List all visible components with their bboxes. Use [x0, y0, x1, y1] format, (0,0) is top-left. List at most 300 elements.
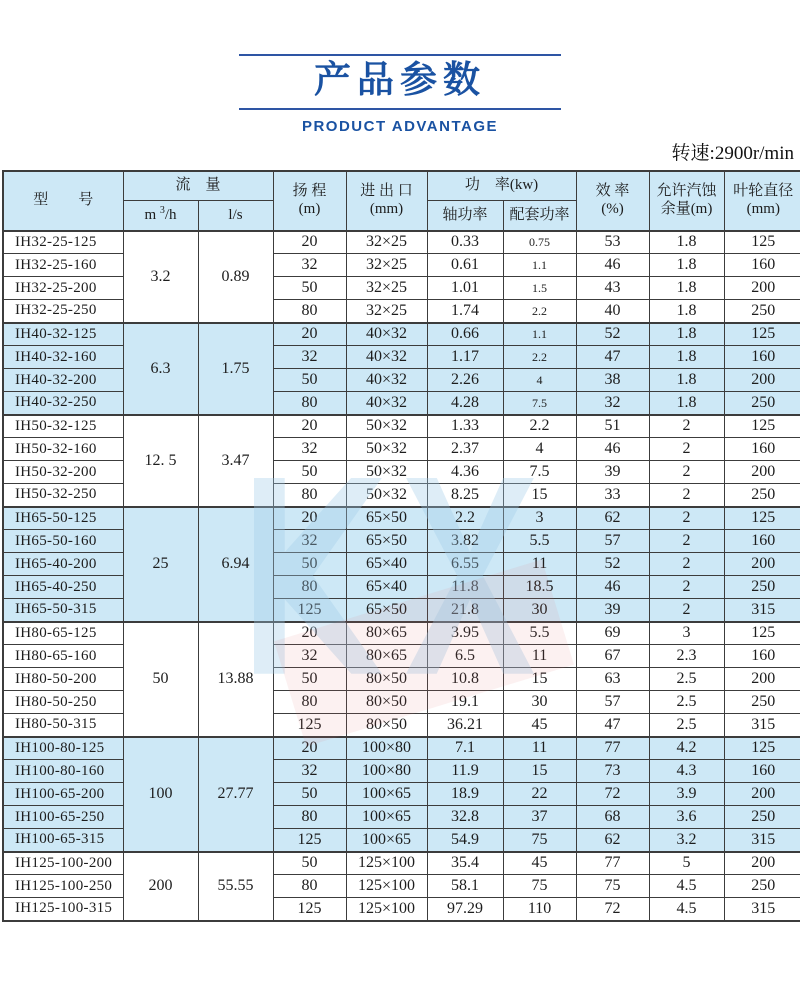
table-row: [3, 668, 800, 691]
efficiency-cell: 38: [576, 369, 649, 392]
model-cell: IH100-65-315: [3, 829, 123, 852]
table-row: [3, 346, 800, 369]
efficiency-cell: 62: [576, 507, 649, 530]
col-header-shaft-power: 轴功率: [427, 201, 503, 231]
npsh-cell: 3.2: [649, 829, 724, 852]
npsh-cell: 2: [649, 484, 724, 507]
inlet-outlet-cell: 100×80: [346, 737, 427, 760]
shaft-power-cell: 6.55: [427, 553, 503, 576]
inlet-outlet-cell: 65×50: [346, 507, 427, 530]
col-header-npsh: 允许汽蚀 余量(m): [649, 171, 724, 231]
efficiency-cell: 67: [576, 645, 649, 668]
shaft-power-cell: 2.37: [427, 438, 503, 461]
matching-power-cell: 7.5: [503, 461, 576, 484]
shaft-power-cell: 18.9: [427, 783, 503, 806]
matching-power-cell: 5.5: [503, 530, 576, 553]
model-cell: IH100-65-250: [3, 806, 123, 829]
efficiency-cell: 39: [576, 461, 649, 484]
npsh-cell: 2: [649, 599, 724, 622]
model-cell: IH80-50-315: [3, 714, 123, 737]
table-row: [3, 760, 800, 783]
head-cell: 125: [273, 714, 346, 737]
inlet-outlet-cell: 40×32: [346, 369, 427, 392]
matching-power-cell-value: 7.5: [532, 395, 548, 410]
matching-power-cell-value: 2.2: [532, 350, 548, 365]
matching-power-cell: 110: [503, 898, 576, 921]
matching-power-cell: 37: [503, 806, 576, 829]
head-cell: 80: [273, 576, 346, 599]
matching-power-cell: [503, 392, 576, 415]
speed-note: 转速:2900r/min: [671, 142, 794, 164]
shaft-power-cell: 36.21: [427, 714, 503, 737]
efficiency-cell: 47: [576, 714, 649, 737]
table-row: [3, 392, 800, 415]
head-cell: 50: [273, 668, 346, 691]
model-cell: IH65-50-125: [3, 507, 123, 530]
impeller-cell: 250: [724, 875, 800, 898]
npsh-cell: 4.5: [649, 875, 724, 898]
inlet-outlet-cell: 40×32: [346, 346, 427, 369]
head-cell: 32: [273, 645, 346, 668]
table-row: [3, 875, 800, 898]
page: [0, 54, 800, 922]
table-row: [3, 231, 800, 254]
efficiency-cell: 72: [576, 783, 649, 806]
shaft-power-cell: 3.95: [427, 622, 503, 645]
inlet-outlet-cell: 32×25: [346, 254, 427, 277]
shaft-power-cell: 2.26: [427, 369, 503, 392]
matching-power-cell: [503, 277, 576, 300]
matching-power-cell: [503, 369, 576, 392]
inlet-outlet-cell: 50×32: [346, 484, 427, 507]
efficiency-cell: 52: [576, 323, 649, 346]
head-cell: 20: [273, 507, 346, 530]
col-header-inlet-outlet: 进 出 口 (mm): [346, 171, 427, 231]
impeller-cell: 315: [724, 599, 800, 622]
inlet-outlet-cell: 40×32: [346, 392, 427, 415]
impeller-cell: 315: [724, 829, 800, 852]
col-header-flow-m3h: m $^3$/h: [123, 201, 198, 231]
impeller-cell: 160: [724, 530, 800, 553]
inlet-outlet-cell: 32×25: [346, 300, 427, 323]
inlet-outlet-cell: 80×65: [346, 645, 427, 668]
inlet-outlet-cell: 100×65: [346, 806, 427, 829]
matching-power-cell: 30: [503, 691, 576, 714]
impeller-cell: 125: [724, 323, 800, 346]
impeller-cell: 250: [724, 392, 800, 415]
model-cell: IH50-32-200: [3, 461, 123, 484]
impeller-cell: 200: [724, 277, 800, 300]
table-row: [3, 277, 800, 300]
col-header-flow-ls: l/s: [198, 201, 273, 231]
npsh-cell: 5: [649, 852, 724, 875]
impeller-cell: 200: [724, 852, 800, 875]
efficiency-cell: 46: [576, 576, 649, 599]
model-cell: IH125-100-250: [3, 875, 123, 898]
head-cell: 80: [273, 691, 346, 714]
head-cell: 20: [273, 323, 346, 346]
flow-ls-cell: 0.89: [198, 231, 273, 323]
table-row: [3, 369, 800, 392]
shaft-power-cell: 0.33: [427, 231, 503, 254]
impeller-cell: 200: [724, 461, 800, 484]
head-cell: 50: [273, 461, 346, 484]
matching-power-cell: 30: [503, 599, 576, 622]
model-cell: IH100-80-160: [3, 760, 123, 783]
head-cell: 50: [273, 852, 346, 875]
model-cell: IH32-25-160: [3, 254, 123, 277]
npsh-cell: 4.5: [649, 898, 724, 921]
efficiency-cell: 77: [576, 737, 649, 760]
impeller-cell: 200: [724, 369, 800, 392]
table-row: [3, 829, 800, 852]
efficiency-cell: 69: [576, 622, 649, 645]
model-cell: IH100-80-125: [3, 737, 123, 760]
model-cell: IH80-50-200: [3, 668, 123, 691]
shaft-power-cell: 4.36: [427, 461, 503, 484]
flow-ls-cell: 27.77: [198, 737, 273, 852]
inlet-outlet-cell: 80×50: [346, 668, 427, 691]
matching-power-cell: 3: [503, 507, 576, 530]
matching-power-cell: 11: [503, 553, 576, 576]
model-cell: IH50-32-160: [3, 438, 123, 461]
shaft-power-cell: 0.61: [427, 254, 503, 277]
matching-power-cell-value: 1.1: [532, 327, 548, 342]
table-row: [3, 806, 800, 829]
shaft-power-cell: 2.2: [427, 507, 503, 530]
flow-m3h-cell: 50: [123, 622, 198, 737]
inlet-outlet-cell: 50×32: [346, 438, 427, 461]
model-cell: IH80-50-250: [3, 691, 123, 714]
shaft-power-cell: 11.8: [427, 576, 503, 599]
impeller-cell: 250: [724, 806, 800, 829]
impeller-cell: 160: [724, 760, 800, 783]
impeller-cell: 250: [724, 576, 800, 599]
model-cell: IH100-65-200: [3, 783, 123, 806]
matching-power-cell: 15: [503, 484, 576, 507]
npsh-cell: 2: [649, 461, 724, 484]
table-row: [3, 300, 800, 323]
impeller-cell: 315: [724, 714, 800, 737]
head-cell: 50: [273, 553, 346, 576]
flow-m3h-cell: 6.3: [123, 323, 198, 415]
inlet-outlet-cell: 65×40: [346, 576, 427, 599]
impeller-cell: 160: [724, 346, 800, 369]
efficiency-cell: 75: [576, 875, 649, 898]
head-cell: 80: [273, 875, 346, 898]
npsh-cell: 1.8: [649, 392, 724, 415]
flow-m3h-cell: 3.2: [123, 231, 198, 323]
head-cell: 50: [273, 277, 346, 300]
head-cell: 32: [273, 346, 346, 369]
impeller-cell: 250: [724, 691, 800, 714]
model-cell: IH80-65-160: [3, 645, 123, 668]
head-cell: 20: [273, 622, 346, 645]
model-cell: IH80-65-125: [3, 622, 123, 645]
model-cell: IH65-40-250: [3, 576, 123, 599]
model-cell: IH65-50-160: [3, 530, 123, 553]
impeller-cell: 315: [724, 898, 800, 921]
shaft-power-cell: 1.17: [427, 346, 503, 369]
impeller-cell: 160: [724, 254, 800, 277]
npsh-cell: 3: [649, 622, 724, 645]
matching-power-cell: 2.2: [503, 415, 576, 438]
table-row: [3, 323, 800, 346]
shaft-power-cell: 11.9: [427, 760, 503, 783]
head-cell: 20: [273, 231, 346, 254]
inlet-outlet-cell: 65×50: [346, 530, 427, 553]
efficiency-cell: 62: [576, 829, 649, 852]
flow-ls-cell: 1.75: [198, 323, 273, 415]
table-row: [3, 622, 800, 645]
npsh-cell: 3.9: [649, 783, 724, 806]
npsh-cell: 2.5: [649, 668, 724, 691]
head-cell: 125: [273, 898, 346, 921]
inlet-outlet-cell: 125×100: [346, 852, 427, 875]
shaft-power-cell: 19.1: [427, 691, 503, 714]
efficiency-cell: 40: [576, 300, 649, 323]
col-header-power: 功 率(kw): [427, 171, 576, 201]
npsh-cell: 4.3: [649, 760, 724, 783]
col-header-efficiency: 效 率 (%): [576, 171, 649, 231]
shaft-power-cell: 1.74: [427, 300, 503, 323]
inlet-outlet-cell: 40×32: [346, 323, 427, 346]
model-cell: IH32-25-200: [3, 277, 123, 300]
inlet-outlet-cell: 65×50: [346, 599, 427, 622]
table-row: [3, 484, 800, 507]
matching-power-cell: 45: [503, 714, 576, 737]
shaft-power-cell: 35.4: [427, 852, 503, 875]
impeller-cell: 125: [724, 507, 800, 530]
shaft-power-cell: 58.1: [427, 875, 503, 898]
npsh-cell: 3.6: [649, 806, 724, 829]
table-row: [3, 553, 800, 576]
matching-power-cell: [503, 231, 576, 254]
inlet-outlet-cell: 80×50: [346, 691, 427, 714]
efficiency-cell: 33: [576, 484, 649, 507]
matching-power-cell: 75: [503, 875, 576, 898]
head-cell: 20: [273, 415, 346, 438]
matching-power-cell: 15: [503, 760, 576, 783]
efficiency-cell: 43: [576, 277, 649, 300]
spec-table: [2, 170, 800, 922]
efficiency-cell: 68: [576, 806, 649, 829]
table-row: [3, 783, 800, 806]
spec-table-wrap: [2, 170, 798, 922]
head-cell: 80: [273, 806, 346, 829]
table-row: [3, 530, 800, 553]
model-cell: IH40-32-200: [3, 369, 123, 392]
table-row: [3, 576, 800, 599]
head-cell: 80: [273, 300, 346, 323]
shaft-power-cell: 32.8: [427, 806, 503, 829]
inlet-outlet-cell: 65×40: [346, 553, 427, 576]
head-cell: 50: [273, 369, 346, 392]
model-cell: IH50-32-125: [3, 415, 123, 438]
head-cell: 80: [273, 484, 346, 507]
npsh-cell: 1.8: [649, 231, 724, 254]
table-row: [3, 415, 800, 438]
impeller-cell: 250: [724, 300, 800, 323]
table-row: [3, 852, 800, 875]
shaft-power-cell: 0.66: [427, 323, 503, 346]
npsh-cell: 2: [649, 530, 724, 553]
shaft-power-cell: 4.28: [427, 392, 503, 415]
table-row: [3, 691, 800, 714]
efficiency-cell: 46: [576, 438, 649, 461]
head-cell: 50: [273, 783, 346, 806]
head-cell: 32: [273, 438, 346, 461]
impeller-cell: 160: [724, 438, 800, 461]
shaft-power-cell: 1.33: [427, 415, 503, 438]
matching-power-cell: 15: [503, 668, 576, 691]
col-header-model: 型 号: [3, 171, 123, 231]
inlet-outlet-cell: 50×32: [346, 415, 427, 438]
table-row: [3, 507, 800, 530]
impeller-cell: 200: [724, 553, 800, 576]
section-title-block: [239, 54, 561, 135]
impeller-cell: 125: [724, 415, 800, 438]
matching-power-cell: 18.5: [503, 576, 576, 599]
model-cell: IH40-32-160: [3, 346, 123, 369]
inlet-outlet-cell: 125×100: [346, 875, 427, 898]
col-header-head: 扬 程 (m): [273, 171, 346, 231]
head-cell: 125: [273, 829, 346, 852]
inlet-outlet-cell: 100×65: [346, 783, 427, 806]
matching-power-cell: 75: [503, 829, 576, 852]
flow-ls-cell: 3.47: [198, 415, 273, 507]
efficiency-cell: 51: [576, 415, 649, 438]
shaft-power-cell: 8.25: [427, 484, 503, 507]
shaft-power-cell: 97.29: [427, 898, 503, 921]
npsh-cell: 2: [649, 438, 724, 461]
table-row: [3, 254, 800, 277]
efficiency-cell: 39: [576, 599, 649, 622]
matching-power-cell-value: 0.75: [529, 235, 551, 250]
model-cell: IH65-50-315: [3, 599, 123, 622]
matching-power-cell: 4: [503, 438, 576, 461]
head-cell: 32: [273, 254, 346, 277]
npsh-cell: 2.3: [649, 645, 724, 668]
inlet-outlet-cell: 100×80: [346, 760, 427, 783]
inlet-outlet-cell: 80×65: [346, 622, 427, 645]
impeller-cell: 160: [724, 645, 800, 668]
npsh-cell: 2: [649, 576, 724, 599]
efficiency-cell: 47: [576, 346, 649, 369]
flow-m3h-cell: 25: [123, 507, 198, 622]
flow-ls-cell: 13.88: [198, 622, 273, 737]
model-cell: IH50-32-250: [3, 484, 123, 507]
table-row: [3, 599, 800, 622]
shaft-power-cell: 54.9: [427, 829, 503, 852]
inlet-outlet-cell: 32×25: [346, 277, 427, 300]
flow-m3h-cell: 200: [123, 852, 198, 921]
npsh-cell: 2.5: [649, 714, 724, 737]
matching-power-cell: [503, 323, 576, 346]
matching-power-cell-value: 4: [536, 373, 543, 388]
efficiency-cell: 57: [576, 691, 649, 714]
page-subtitle: PRODUCT ADVANTAGE: [301, 117, 499, 135]
head-cell: 80: [273, 392, 346, 415]
npsh-cell: 1.8: [649, 346, 724, 369]
impeller-cell: 200: [724, 783, 800, 806]
inlet-outlet-cell: 100×65: [346, 829, 427, 852]
npsh-cell: 1.8: [649, 300, 724, 323]
inlet-outlet-cell: 50×32: [346, 461, 427, 484]
efficiency-cell: 77: [576, 852, 649, 875]
impeller-cell: 125: [724, 622, 800, 645]
matching-power-cell-value: 2.2: [532, 303, 548, 318]
head-cell: 32: [273, 760, 346, 783]
spec-table-header: [3, 171, 800, 231]
shaft-power-cell: 7.1: [427, 737, 503, 760]
head-cell: 125: [273, 599, 346, 622]
table-row: [3, 898, 800, 921]
shaft-power-cell: 10.8: [427, 668, 503, 691]
npsh-cell: 1.8: [649, 254, 724, 277]
model-cell: IH125-100-315: [3, 898, 123, 921]
efficiency-cell: 32: [576, 392, 649, 415]
shaft-power-cell: 6.5: [427, 645, 503, 668]
matching-power-cell-value: 1.5: [532, 281, 548, 296]
matching-power-cell: 11: [503, 737, 576, 760]
flow-m3h-cell: 12. 5: [123, 415, 198, 507]
table-row: [3, 737, 800, 760]
table-row: [3, 645, 800, 668]
model-cell: IH32-25-125: [3, 231, 123, 254]
col-header-matching-power: 配套功率: [503, 201, 576, 231]
efficiency-cell: 52: [576, 553, 649, 576]
npsh-cell: 2: [649, 415, 724, 438]
npsh-cell: 2: [649, 553, 724, 576]
table-row: [3, 438, 800, 461]
efficiency-cell: 72: [576, 898, 649, 921]
npsh-cell: 1.8: [649, 277, 724, 300]
model-cell: IH40-32-125: [3, 323, 123, 346]
inlet-outlet-cell: 32×25: [346, 231, 427, 254]
matching-power-cell: [503, 346, 576, 369]
spec-table-body: [3, 231, 800, 921]
model-cell: IH125-100-200: [3, 852, 123, 875]
shaft-power-cell: 21.8: [427, 599, 503, 622]
head-cell: 20: [273, 737, 346, 760]
impeller-cell: 125: [724, 231, 800, 254]
efficiency-cell: 53: [576, 231, 649, 254]
title-rule-top: [239, 54, 561, 56]
impeller-cell: 125: [724, 737, 800, 760]
model-cell: IH40-32-250: [3, 392, 123, 415]
page-title: 产品参数: [314, 60, 486, 101]
efficiency-cell: 73: [576, 760, 649, 783]
model-cell: IH65-40-200: [3, 553, 123, 576]
npsh-cell: 1.8: [649, 369, 724, 392]
npsh-cell: 2: [649, 507, 724, 530]
head-cell: 32: [273, 530, 346, 553]
table-row: [3, 461, 800, 484]
shaft-power-cell: 1.01: [427, 277, 503, 300]
npsh-cell: 2.5: [649, 691, 724, 714]
flow-ls-cell: 6.94: [198, 507, 273, 622]
matching-power-cell: 22: [503, 783, 576, 806]
matching-power-cell: [503, 300, 576, 323]
col-header-impeller: 叶轮直径 (mm): [724, 171, 800, 231]
efficiency-cell: 63: [576, 668, 649, 691]
impeller-cell: 200: [724, 668, 800, 691]
table-row: [3, 714, 800, 737]
efficiency-cell: 46: [576, 254, 649, 277]
model-cell: IH32-25-250: [3, 300, 123, 323]
inlet-outlet-cell: 80×50: [346, 714, 427, 737]
